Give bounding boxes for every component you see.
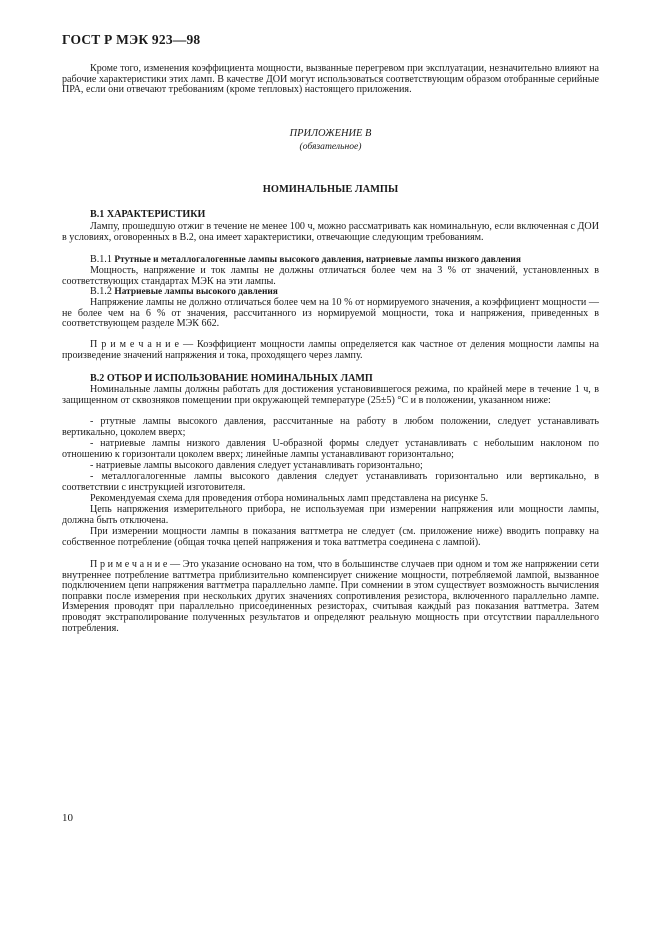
subsection-b12-number: В.1.2 [90,286,112,297]
list-item-metal-halide: - металлогалогенные лампы высокого давления следует устанавливать горизонтально или вертикально, в соответствии с инструкцией изготовителя. [62,471,599,493]
list-item-low-pressure-sodium: - натриевые лампы низкого давления U-образной формы следует устанавливать с небольшим наклоном по отношению к горизонтали цоколем вверх; линейные лампы устанавливают горизонтально; [62,438,599,460]
section-b2-paragraph-3: Цепь напряжения измерительного прибора, не используемая при измерении напряжения или мощности лампы, должна быть отключена. [62,504,599,526]
annex-subtitle: (обязательное) [299,141,362,152]
note-text: Это указание основано на том, что в большинстве случаев при одном и том же напряжении сети внутреннее потребление ваттметра приблизительно компенсирует снижение мощности, потребляемой лампой, вызванное подключением цепи напряжения ваттметра параллельно лампе. При сомнении в этом существует возможность вычисления поправки после измерения при нескольких других значениях сопротивления резистора, включенного параллельно лампе. Измерения проводят при параллельно присоединенных резисторах, считывая каждый раз показания ваттметра. Затем проводят экстраполирование полученных результатов и определяют реальную мощность при отсутствии параллельного потребления. [62,559,599,634]
note-text: Коэффициент мощности лампы определяется как частное от деления мощности лампы на произведение значений напряжения и тока, проходящего через лампу. [62,339,599,361]
section-b2-paragraph-4: При измерении мощности лампы в показания ваттметра не следует (см. приложение ниже) вводить поправку на собственное потребление (общая точка цепей напряжения и тока ваттметра соединена с лампой). [62,526,599,548]
annex-heading: НОМИНАЛЬНЫЕ ЛАМПЫ [262,184,399,195]
list-item-mercury: - ртутные лампы высокого давления, рассчитанные на работу в любом положении, следует устанавливать вертикально, цоколем вверх; [62,416,599,438]
section-b1-paragraph: Лампу, прошедшую отжиг в течение не менее 100 ч, можно рассматривать как номинальную, если включенная с ДОИ в условиях, оговоренных в В.2, она имеет характеристики, отвечающие следующим требованиям. [62,221,599,243]
subsection-b11-text: Мощность, напряжение и ток лампы не должны отличаться более чем на 3 % от значений, установленных в соответствующих стандартах МЭК на эти лампы. [62,265,599,287]
document-page [62,0,599,936]
subsection-b11-number: В.1.1 [90,254,112,265]
section-b1-note [62,340,599,361]
section-b1-heading: В.1 ХАРАКТЕРИСТИКИ [90,209,206,220]
subsection-b12-text: Напряжение лампы не должно отличаться более чем на 10 % от нормируемого значения, а коэффициент мощности — не более чем на 6 % от значения, рассчитанного из нормируемой мощности, тока и напряжения, приведенных в соответствующем разделе МЭК 662. [62,297,599,330]
subsection-b11-title: Ртутные и металлогалогенные лампы высокого давления, натриевые лампы низкого давления [114,255,521,265]
section-b2-note [62,560,599,634]
standard-header: ГОСТ Р МЭК 923—98 [62,32,201,47]
subsection-b12-heading [62,287,599,298]
section-b2-heading: В.2 ОТБОР И ИСПОЛЬЗОВАНИЕ НОМИНАЛЬНЫХ ЛАМП [90,373,373,384]
intro-paragraph: Кроме того, изменения коэффициента мощности, вызванные перегревом при эксплуатации, незначительно влияют на рабочие характеристики этих ламп. В качестве ДОИ могут использоваться соответствующим образом отобранные серийные ПРА, если они отвечают требованиям (кроме тепловых) настоящего приложения. [62,63,599,96]
section-b2-paragraph-1: Номинальные лампы должны работать для достижения установившегося режима, по крайней мере в течение 1 ч, в защищенном от сквозняков помещении при окружающей температуре (25±5) °С и в положении, указанном ниже: [62,384,599,406]
note-label: П р и м е ч а н и е — [90,559,181,570]
note-label: П р и м е ч а н и е — [90,339,194,350]
section-b2-paragraph-2: Рекомендуемая схема для проведения отбора номинальных ламп представлена на рисунке 5. [90,493,489,504]
page-number: 10 [62,812,73,824]
subsection-b11-heading [62,255,599,266]
list-item-high-pressure-sodium: - натриевые лампы высокого давления следует устанавливать горизонтально; [90,460,423,471]
subsection-b12-title: Натриевые лампы высокого давления [114,287,278,297]
annex-title: ПРИЛОЖЕНИЕ В [289,128,372,139]
